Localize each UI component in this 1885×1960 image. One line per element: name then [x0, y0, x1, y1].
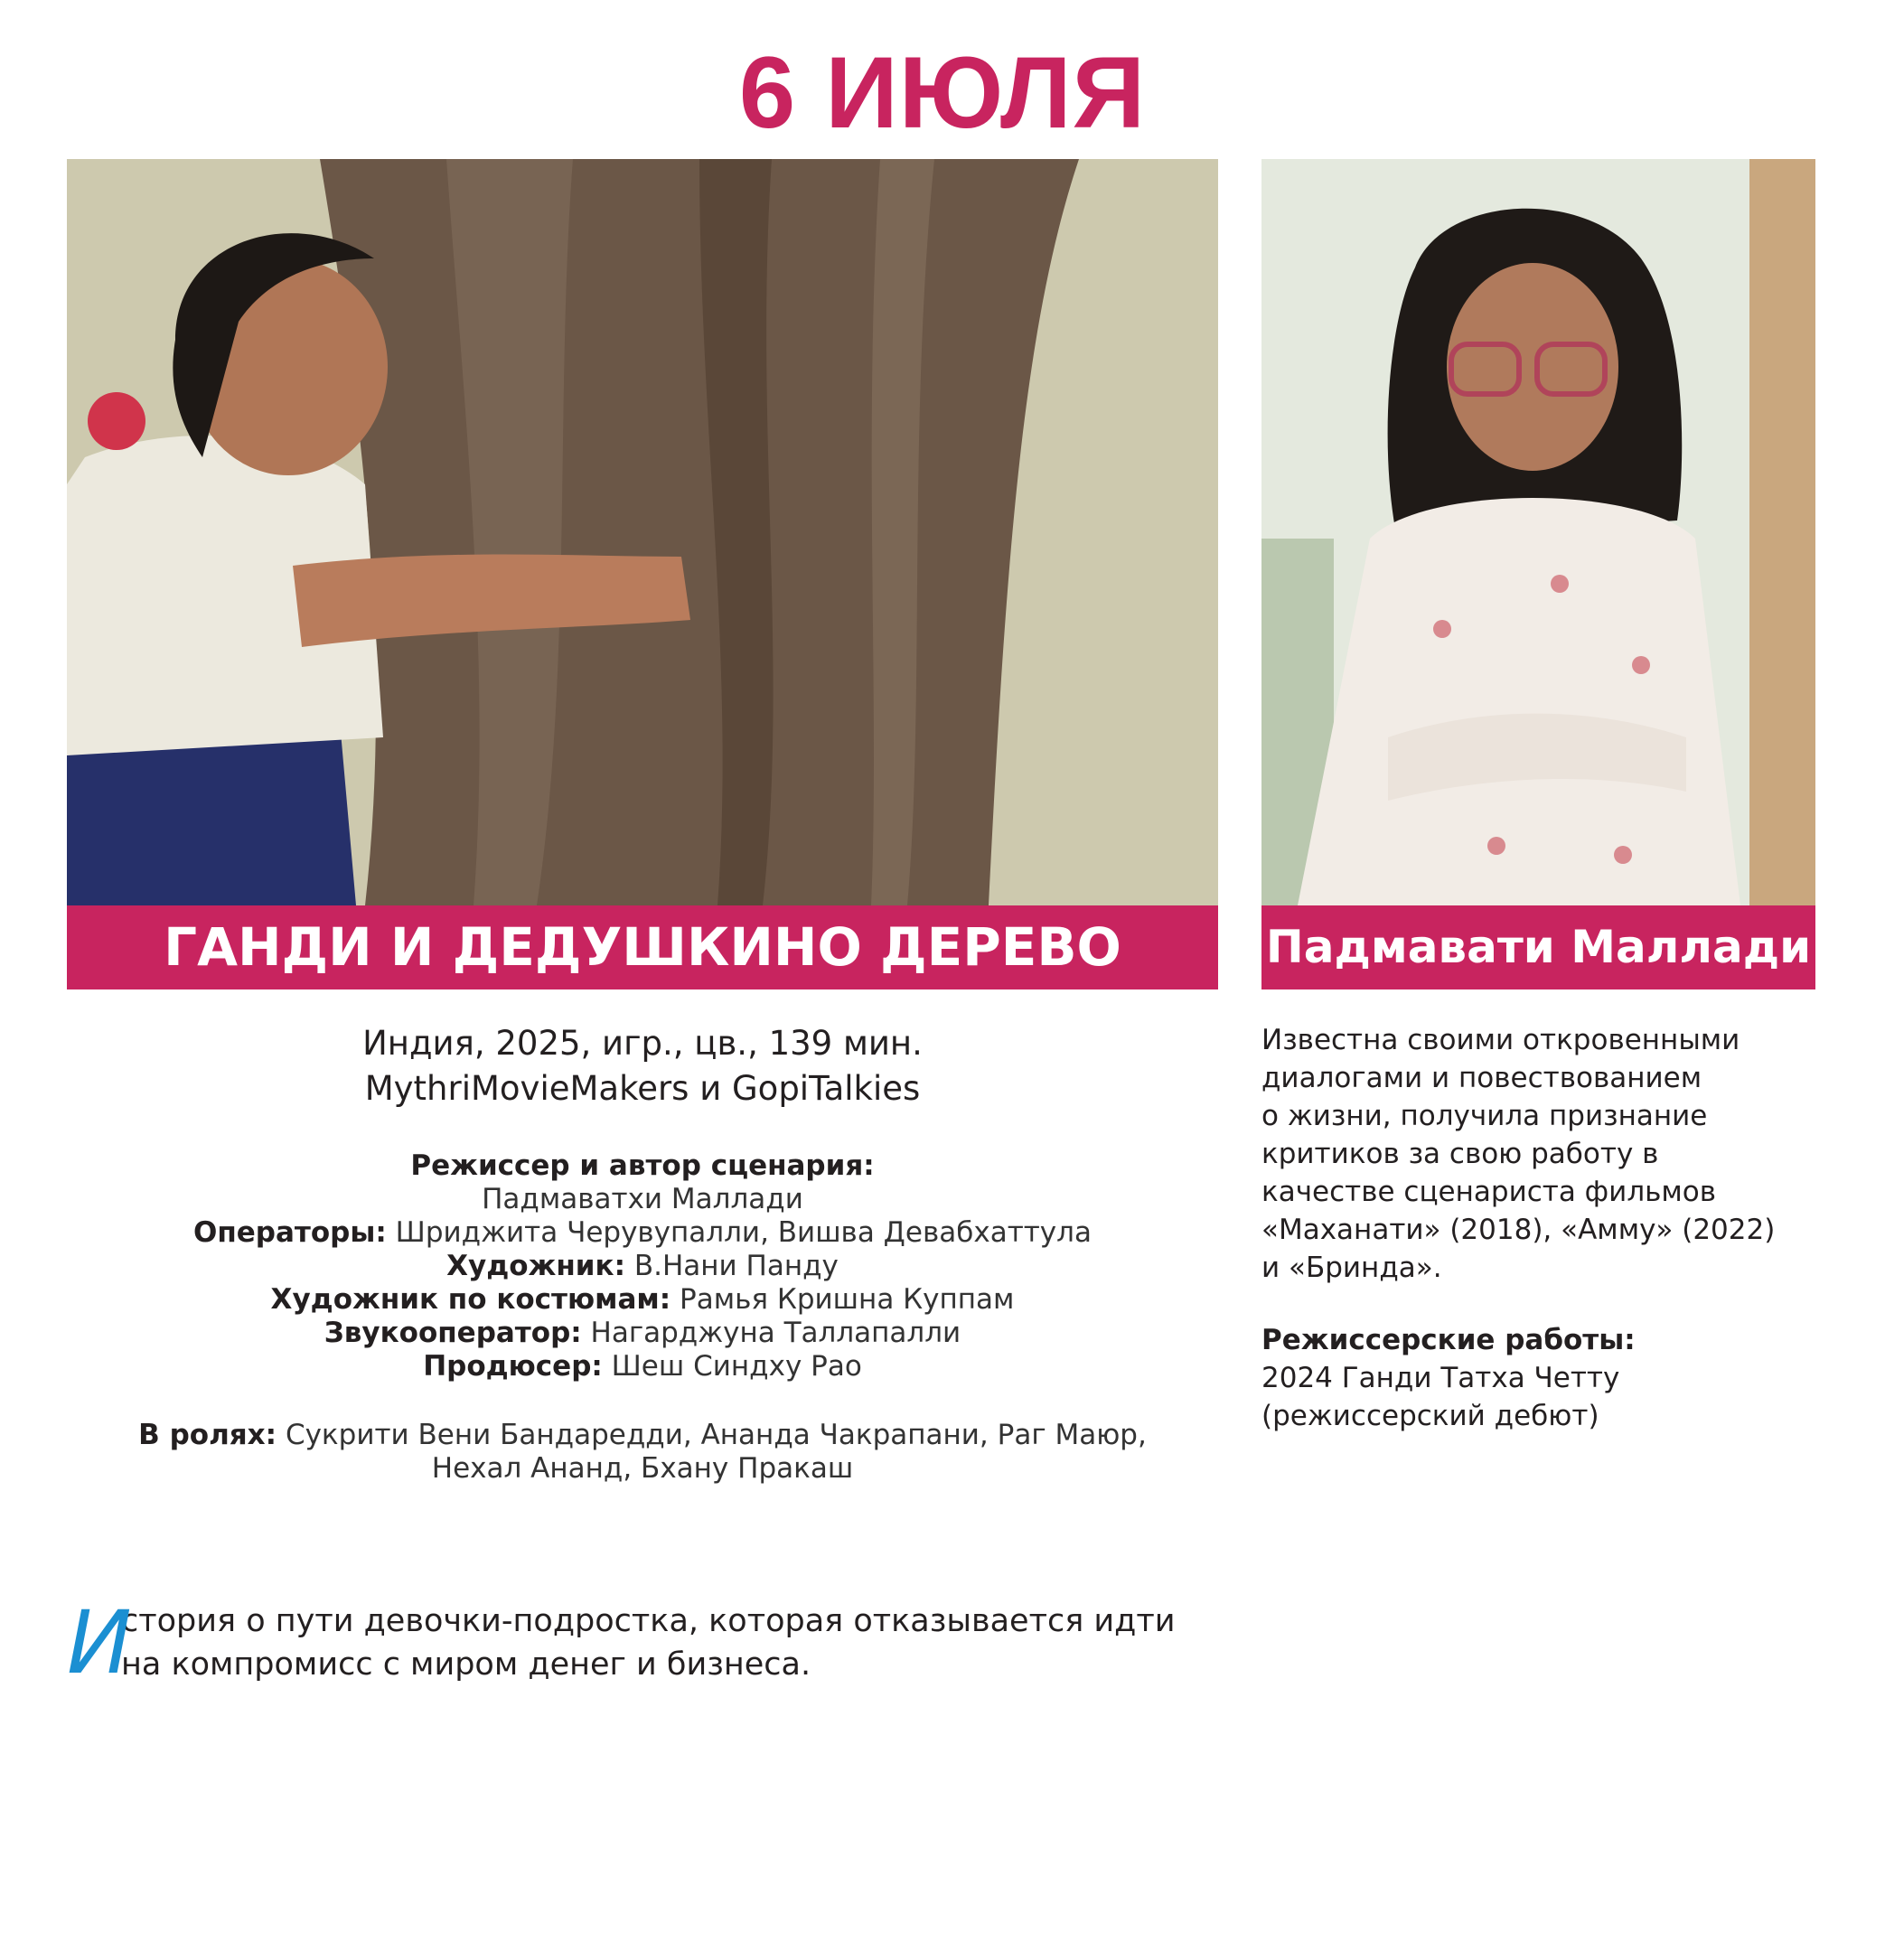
film-studios-line: MythriMovieMakers и GopiTalkies: [364, 1069, 921, 1108]
bio-line: и «Бринда».: [1261, 1252, 1442, 1284]
bio-line: диалогами и повествованием: [1261, 1062, 1702, 1094]
works-line: (режиссерский дебют): [1261, 1400, 1599, 1432]
credit-director-label: Режиссер и автор сценария:: [410, 1149, 875, 1182]
cast-line-2: Нехал Ананд, Бхану Пракаш: [431, 1452, 854, 1485]
film-meta-line: Индия, 2025, игр., цв., 139 мин.: [362, 1024, 923, 1063]
synopsis-line-2: на компромисс с миром денег и бизнеса.: [121, 1646, 811, 1683]
credit-director-value: Падмаватхи Маллади: [482, 1183, 803, 1215]
director-works: [1261, 1321, 1840, 1435]
director-portrait-image: [1261, 159, 1815, 905]
bio-line: качестве сценариста фильмов: [1261, 1176, 1717, 1208]
synopsis: [67, 1592, 1233, 1693]
bio-line: «Маханати» (2018), «Амму» (2022): [1261, 1214, 1776, 1246]
synopsis-line-1: стория о пути девочки-подростка, которая отказывается идти: [121, 1603, 1176, 1639]
credit-sound: Звукооператор: Нагарджуна Таллапалли: [324, 1317, 961, 1349]
director-bio: [1261, 1021, 1840, 1287]
credit-operators: Операторы: Шриджита Черувупалли, Вишва Девабхаттула: [193, 1216, 1092, 1249]
event-date: 6 ИЮЛЯ: [738, 36, 1147, 149]
bio-line: критиков за свою работу в: [1261, 1138, 1659, 1170]
film-still-image: [67, 159, 1218, 905]
director-name-band: Падмавати Маллади: [1261, 905, 1815, 989]
synopsis-dropcap: И: [67, 1592, 132, 1693]
bio-line: Известна своими откровенными: [1261, 1024, 1740, 1056]
works-label: Режиссерские работы:: [1261, 1324, 1636, 1356]
film-title-band: ГАНДИ И ДЕДУШКИНО ДЕРЕВО: [67, 905, 1218, 989]
credit-producer: Продюсер: Шеш Синдху Рао: [423, 1350, 862, 1383]
bio-line: о жизни, получила признание: [1261, 1100, 1708, 1132]
credit-artist: Художник: В.Нани Панду: [446, 1250, 839, 1282]
credit-costume: Художник по костюмам: Рамья Кришна Куппам: [270, 1283, 1015, 1316]
cast-line-1: В ролях: Сукрити Вени Бандаредди, Ананда Чакрапани, Раг Маюр,: [138, 1419, 1147, 1451]
works-line: 2024 Ганди Татха Четту: [1261, 1362, 1620, 1394]
